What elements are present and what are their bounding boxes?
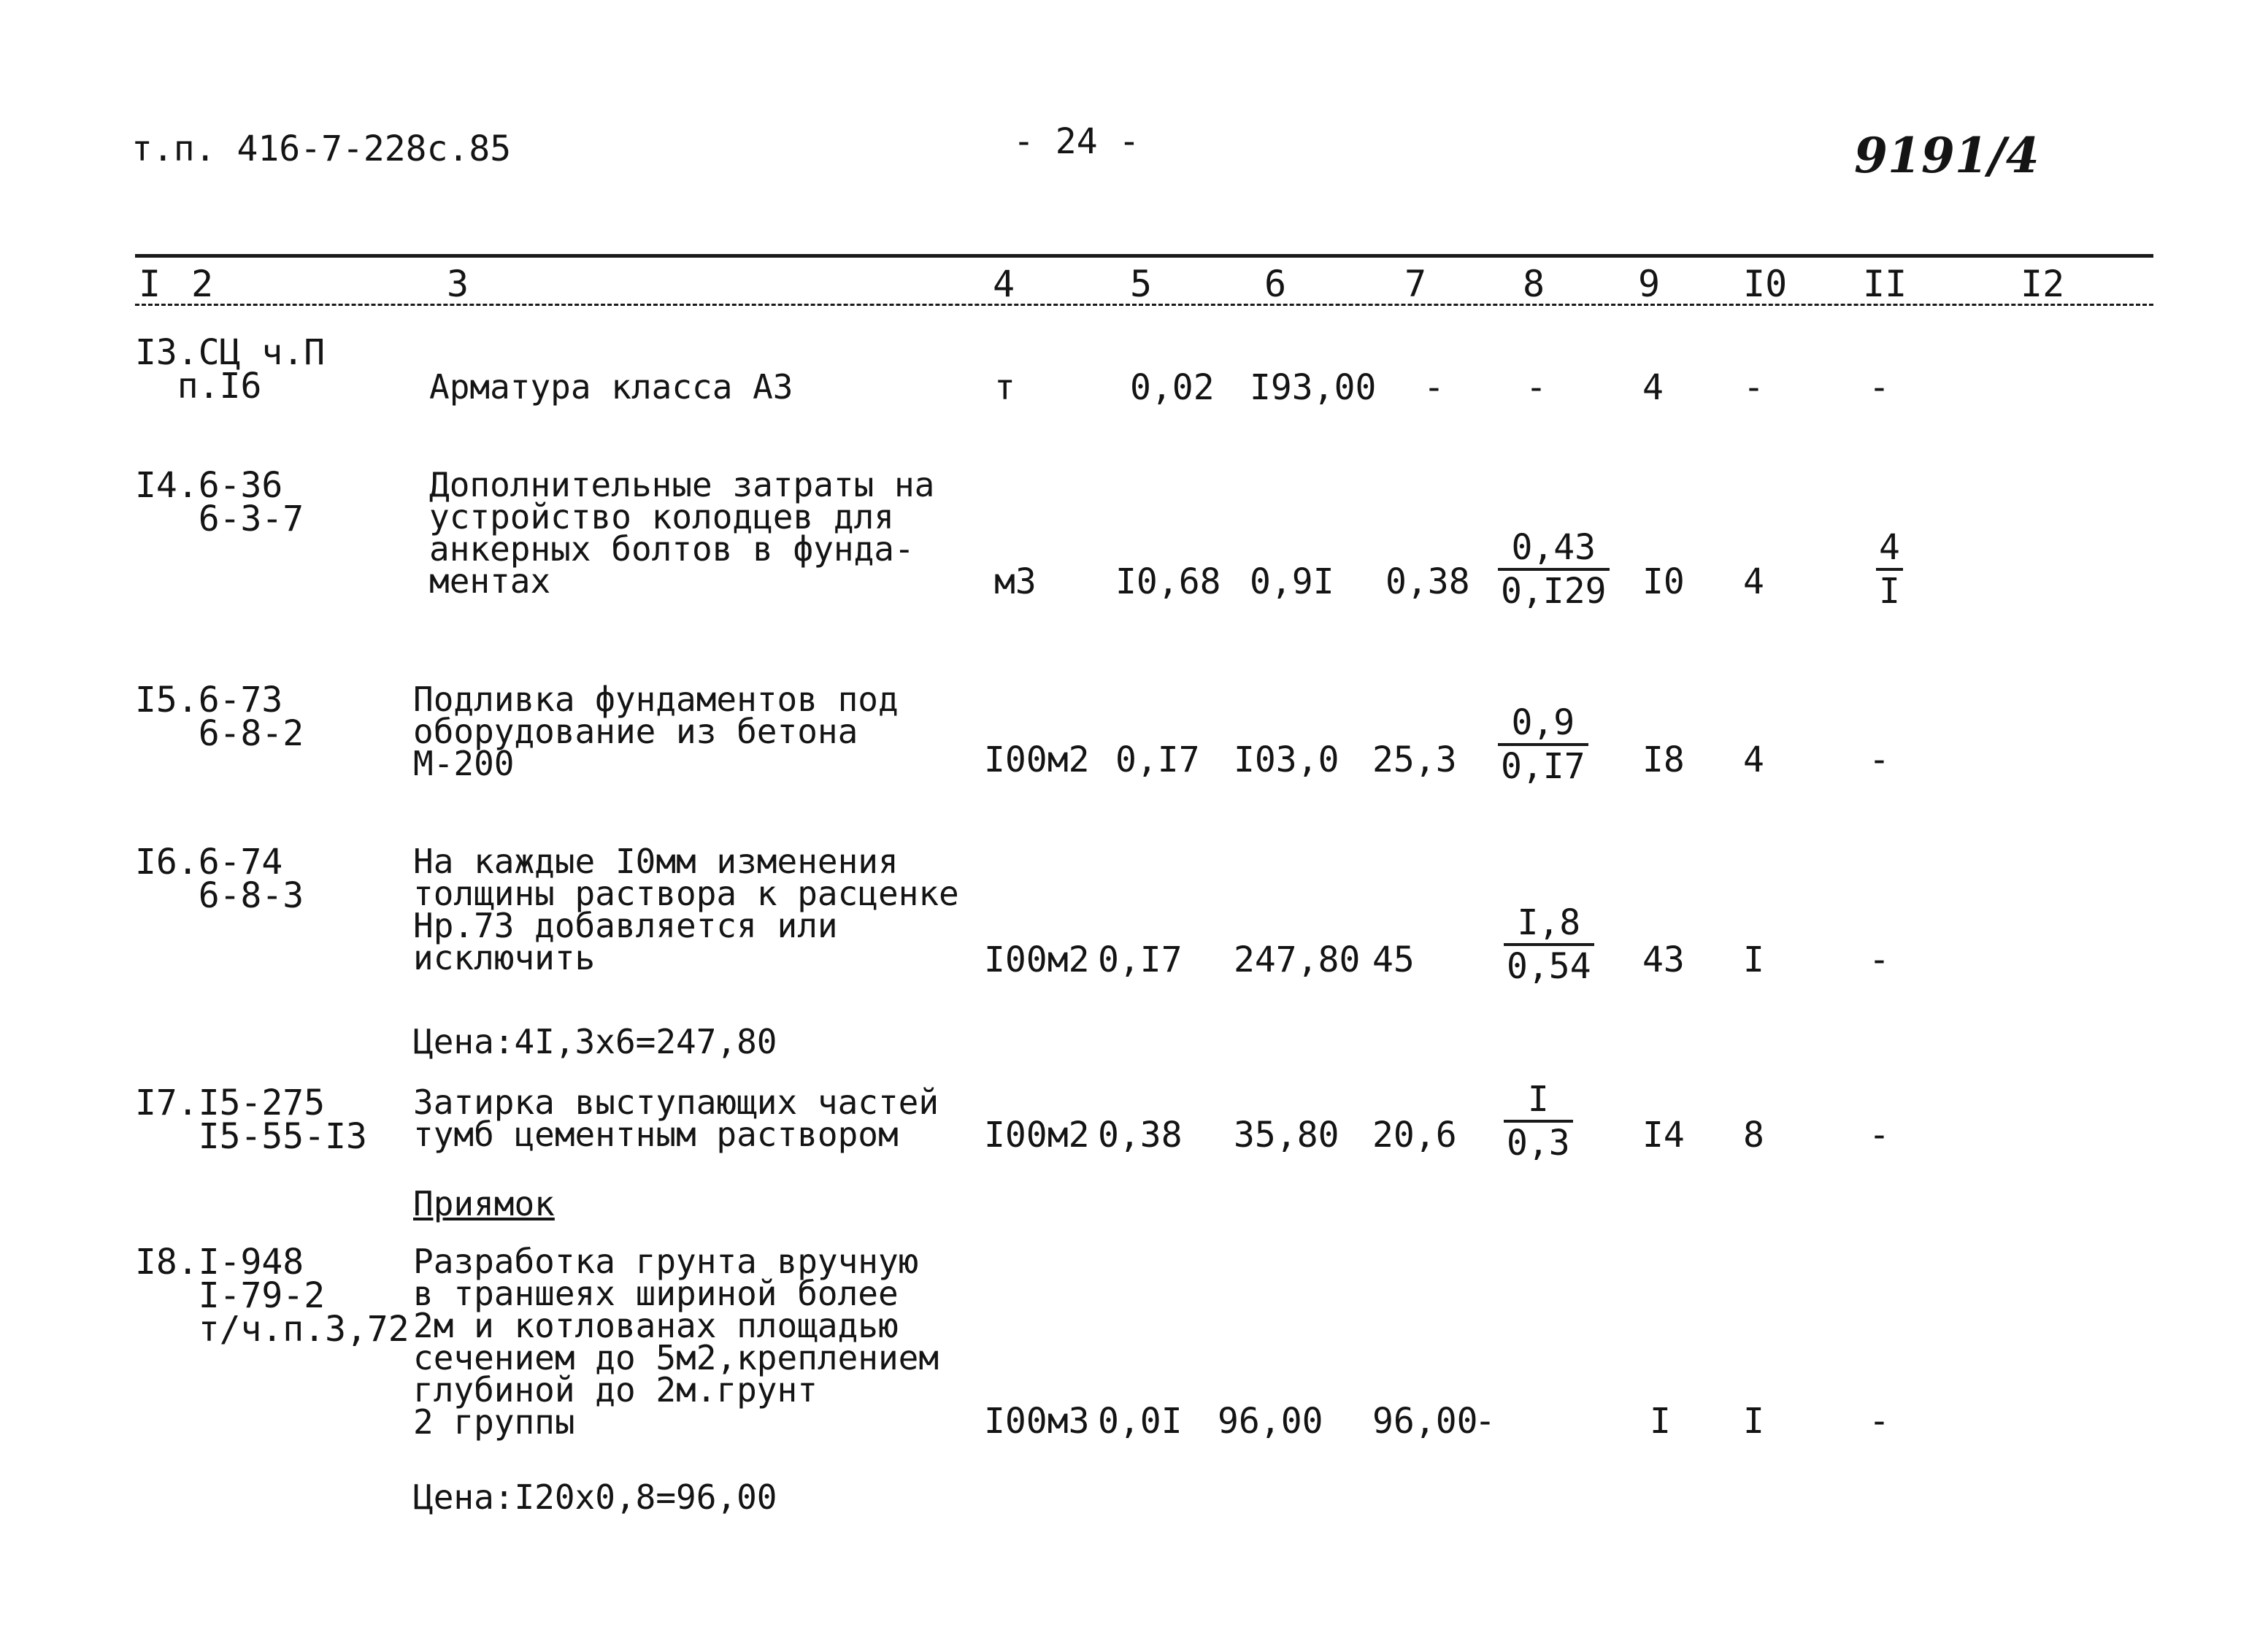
row-15-col9: I8 xyxy=(1642,739,1685,780)
row-17-col7: 20,6 xyxy=(1372,1115,1457,1156)
row-15-price: I03,0 xyxy=(1234,739,1339,780)
row-13-col10: - xyxy=(1743,367,1764,408)
row-17-col9: I4 xyxy=(1642,1115,1685,1156)
row-15-col7: 25,3 xyxy=(1372,739,1457,780)
column-number-6: 6 xyxy=(1264,263,1287,305)
row-17-col8-denominator: 0,3 xyxy=(1507,1123,1570,1164)
row-14-col8-fraction xyxy=(1498,527,1610,612)
row-14-price: 0,9I xyxy=(1250,561,1334,602)
column-number-1: I xyxy=(139,263,161,305)
document-code: т.п. 416-7-228с.85 xyxy=(131,128,512,169)
row-16-quantity: 0,I7 xyxy=(1098,939,1183,980)
row-18-col9: I xyxy=(1650,1401,1671,1442)
row-17-quantity: 0,38 xyxy=(1098,1115,1183,1156)
row-14-description: Дополнительные затраты на устройство колодцев для анкерных болтов в фунда- ментах xyxy=(429,465,935,601)
row-16-col11: - xyxy=(1869,939,1890,980)
row-17-col10: 8 xyxy=(1743,1115,1764,1156)
row-16-col7: 45 xyxy=(1372,939,1415,980)
row-13-col7: - xyxy=(1423,367,1445,408)
row-18-col8: - xyxy=(1475,1401,1496,1442)
row-16-price-note: Цена:4I,3х6=247,80 xyxy=(413,1022,777,1061)
archive-stamp-number: 9191/4 xyxy=(1854,127,2040,184)
row-14-col7: 0,38 xyxy=(1385,561,1470,602)
row-16-col9: 43 xyxy=(1642,939,1685,980)
row-14-col8-numerator: 0,43 xyxy=(1498,527,1610,571)
row-18-price-note: Цена:I20х0,8=96,00 xyxy=(413,1477,777,1517)
row-17-unit: I00м2 xyxy=(984,1115,1090,1156)
row-14-col10: 4 xyxy=(1743,561,1764,602)
row-15-code: I5.6-73 6-8-2 xyxy=(135,680,304,754)
row-15-col11: - xyxy=(1869,739,1890,780)
column-number-3: 3 xyxy=(447,263,469,305)
row-13-col8: - xyxy=(1526,367,1547,408)
row-18-col7: 96,00 xyxy=(1372,1401,1478,1442)
row-17-description: Затирка выступающих частей тумб цементным раствором xyxy=(413,1083,939,1154)
row-14-unit: м3 xyxy=(994,561,1037,602)
column-number-8: 8 xyxy=(1523,263,1545,305)
row-13-code: I3.СЦ ч.П п.I6 xyxy=(135,332,326,407)
row-15-col10: 4 xyxy=(1743,739,1764,780)
column-number-9: 9 xyxy=(1638,263,1661,305)
row-14-col11-fraction xyxy=(1876,527,1903,612)
row-13-quantity: 0,02 xyxy=(1130,367,1215,408)
row-16-col8-denominator: 0,54 xyxy=(1507,946,1591,987)
row-14-quantity: I0,68 xyxy=(1115,561,1221,602)
row-14-col11-denominator: I xyxy=(1879,571,1900,612)
row-13-price: I93,00 xyxy=(1250,367,1377,408)
column-number-10: I0 xyxy=(1743,263,1788,305)
row-15-quantity: 0,I7 xyxy=(1115,739,1200,780)
row-14-code: I4.6-36 6-3-7 xyxy=(135,465,304,539)
row-13-col9: 4 xyxy=(1642,367,1664,408)
column-number-7: 7 xyxy=(1404,263,1427,305)
row-16-description: На каждые I0мм изменения толщины раствора к расценке Нр.73 добавляется или исключить xyxy=(413,842,959,977)
row-17-price: 35,80 xyxy=(1234,1115,1339,1156)
row-16-code: I6.6-74 6-8-3 xyxy=(135,842,304,916)
section-subheading: Приямок xyxy=(413,1184,555,1223)
page-number: - 24 - xyxy=(1013,121,1140,162)
row-16-col8-numerator: I,8 xyxy=(1504,902,1594,946)
row-17-col11: - xyxy=(1869,1115,1890,1156)
column-number-4: 4 xyxy=(993,263,1015,305)
row-13-description: Арматура класса А3 xyxy=(429,367,793,407)
row-14-col11-numerator: 4 xyxy=(1876,527,1903,571)
row-13-col11: - xyxy=(1869,367,1890,408)
row-16-col10: I xyxy=(1743,939,1764,980)
row-15-col8-numerator: 0,9 xyxy=(1498,702,1588,746)
row-18-code: I8.I-948 I-79-2 т/ч.п.3,72 xyxy=(135,1242,410,1350)
row-17-col8-fraction xyxy=(1504,1079,1573,1164)
row-15-col8-fraction xyxy=(1498,702,1588,787)
row-18-col11: - xyxy=(1869,1401,1890,1442)
row-15-col8-denominator: 0,I7 xyxy=(1501,746,1585,787)
table-top-rule xyxy=(135,254,2153,258)
row-15-unit: I00м2 xyxy=(984,739,1090,780)
column-number-2: 2 xyxy=(191,263,214,305)
row-13-unit: т xyxy=(994,367,1015,408)
row-15-description: Подливка фундаментов под оборудование из бетона М-200 xyxy=(413,680,899,783)
row-14-col9: I0 xyxy=(1642,561,1685,602)
row-18-price: 96,00 xyxy=(1218,1401,1323,1442)
column-number-5: 5 xyxy=(1130,263,1153,305)
row-16-unit: I00м2 xyxy=(984,939,1090,980)
column-number-11: II xyxy=(1863,263,1907,305)
row-16-col8-fraction xyxy=(1504,902,1594,987)
row-17-col8-numerator: I xyxy=(1504,1079,1573,1123)
row-17-code: I7.I5-275 I5-55-I3 xyxy=(135,1083,367,1157)
row-14-col8-denominator: 0,I29 xyxy=(1501,571,1607,612)
row-16-price: 247,80 xyxy=(1234,939,1361,980)
column-number-12: I2 xyxy=(2021,263,2065,305)
row-18-description: Разработка грунта вручную в траншеях шириной более 2м и котлованах площадью сечением до 5м2,креплением глубиной до 2м.грунт 2 группы xyxy=(413,1242,939,1442)
row-18-quantity: 0,0I xyxy=(1098,1401,1183,1442)
row-18-col10: I xyxy=(1743,1401,1764,1442)
row-18-unit: I00м3 xyxy=(984,1401,1090,1442)
